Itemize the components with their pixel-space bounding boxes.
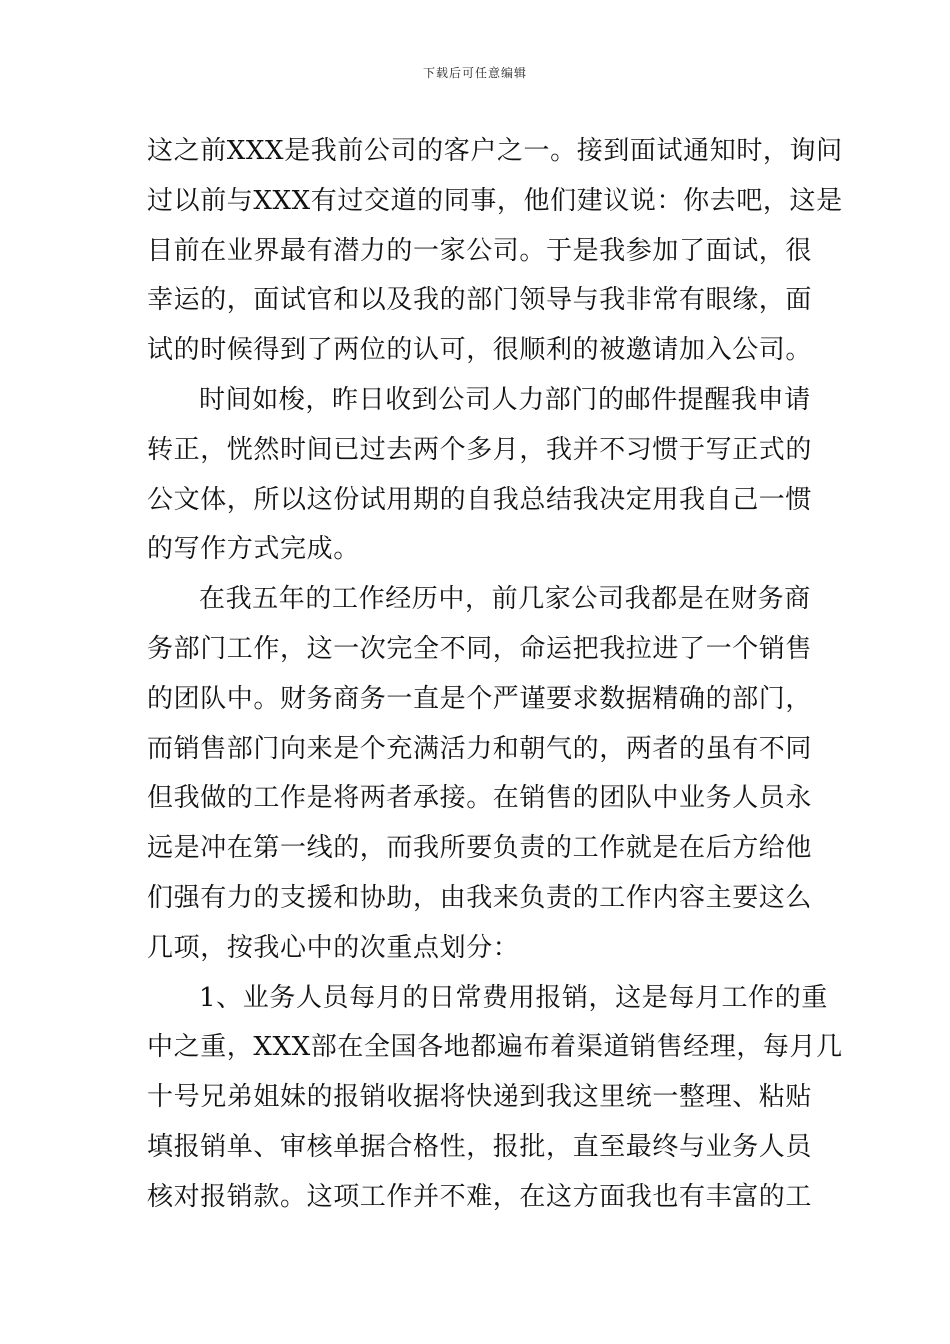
text-line: 核对报销款。这项工作并不难，在这方面我也有丰富的工 <box>147 1181 813 1212</box>
text-line: 中之重，XXX部在全国各地都遍布着渠道销售经理，每月几 <box>147 1032 843 1063</box>
text-line: 务部门工作，这一次完全不同，命运把我拉进了一个销售 <box>147 633 813 664</box>
text-line: 的写作方式完成。 <box>147 534 360 565</box>
text-line: 的团队中。财务商务一直是个严谨要求数据精确的部门， <box>147 683 813 714</box>
text-line: 而销售部门向来是个充满活力和朝气的，两者的虽有不同 <box>147 733 813 764</box>
text-line: 试的时候得到了两位的认可，很顺利的被邀请加入公司。 <box>147 335 813 366</box>
document-body <box>147 127 843 1223</box>
text-line: 在我五年的工作经历中，前几家公司我都是在财务商 <box>199 584 811 615</box>
text-line: 转正，恍然时间已过去两个多月，我并不习惯于写正式的 <box>147 434 813 465</box>
text-line: 这之前XXX是我前公司的客户之一。接到面试通知时，询问 <box>147 136 843 166</box>
text-line: 填报销单、审核单据合格性，报批，直至最终与业务人员 <box>147 1131 813 1162</box>
text-line: 幸运的，面试官和以及我的部门领导与我非常有眼缘，面 <box>147 285 813 316</box>
text-line: 公文体，所以这份试用期的自我总结我决定用我自己一惯 <box>147 484 813 515</box>
text-line: 十号兄弟姐妹的报销收据将快递到我这里统一整理、粘贴 <box>147 1082 813 1113</box>
text-line: 但我做的工作是将两者承接。在销售的团队中业务人员永 <box>147 783 813 814</box>
text-line: 们强有力的支援和协助，由我来负责的工作内容主要这么 <box>147 882 813 913</box>
text-line: 1、业务人员每月的日常费用报销，这是每月工作的重 <box>199 982 828 1013</box>
text-line: 过以前与XXX有过交道的同事，他们建议说：你去吧，这是 <box>147 185 843 216</box>
text-line: 几项，按我心中的次重点划分： <box>147 932 520 963</box>
text-line: 远是冲在第一线的，而我所要负责的工作就是在后方给他 <box>147 833 813 864</box>
text-line: 时间如梭，昨日收到公司人力部门的邮件提醒我申请 <box>199 384 811 415</box>
page-header-note: 下载后可任意编辑 <box>422 66 527 80</box>
text-line: 目前在业界最有潜力的一家公司。于是我参加了面试，很 <box>147 235 813 266</box>
